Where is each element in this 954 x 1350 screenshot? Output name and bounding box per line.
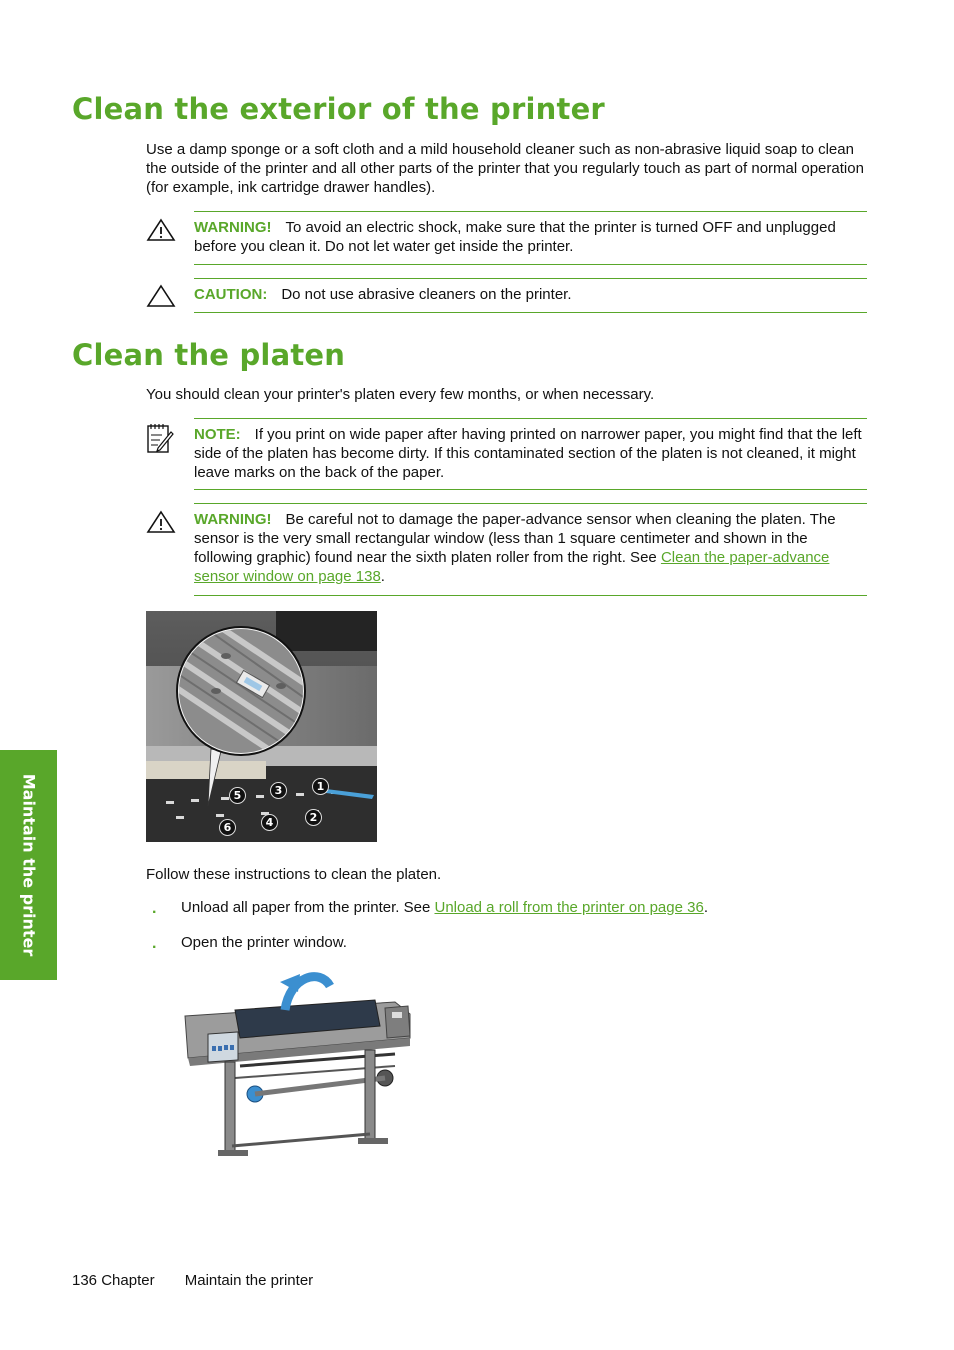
warning-text: To avoid an electric shock, make sure that the printer is turned OFF and unplugged before you clean it. Do not let water get inside the printer. [194,219,836,255]
step-bullet: . [152,900,157,917]
step-bullet: . [152,935,157,952]
platen-intro: You should clean your printer's platen every few months, or when necessary. [146,386,655,403]
warning-admonition-sensor: WARNING! Be careful not to damage the paper-advance sensor when cleaning the platen. The sensor is the very small rectangular window (less than 1 square centimeter and shown in the following graphic) found near the sixth platen roller from the right. See Clean the paper-advance sensor window on page 138. [194,503,867,596]
warning-admonition-electric [194,211,867,265]
warning-text: Be careful not to damage the paper-advance sensor when cleaning the platen. The sensor is the very small rectangular window (less than 1 square centimeter and shown in the following graphic) found near the sixth platen roller from the right. See [194,511,836,566]
link-clean-sensor-window[interactable]: Clean the paper-advance sensor window on page 138 [194,549,830,585]
callout-3: 3 [270,782,287,799]
follow-instructions: Follow these instructions to clean the platen. [146,866,442,883]
note-text: If you print on wide paper after having printed on narrower paper, you might find that the left side of the platen has become dirty. If this contaminated section of the platen is not cleaned, it might leave marks on the back of the paper. [194,426,862,481]
step-1: Unload all paper from the printer. See Unload a roll from the printer on page 36. [181,899,708,916]
caution-admonition [194,278,867,313]
caution-text: Do not use abrasive cleaners on the printer. [281,286,572,303]
side-tab [0,750,57,980]
note-icon [146,422,174,459]
section-title-platen: Clean the platen [72,338,346,372]
side-tab-label: Maintain the printer [19,773,38,957]
note-label: NOTE: [194,426,241,443]
caution-icon [146,284,176,313]
step-2: Open the printer window. [181,934,347,951]
warning-label: WARNING! [194,511,272,528]
warning-icon [146,218,176,247]
callout-6: 6 [219,819,236,836]
note-admonition [194,418,867,490]
page-footer [72,1272,313,1289]
section-title-exterior: Clean the exterior of the printer [72,92,605,126]
callout-1: 1 [312,778,329,795]
callout-4: 4 [261,814,278,831]
platen-photo [146,611,377,842]
footer-chapter: Chapter [101,1272,155,1289]
link-unload-roll[interactable]: Unload a roll from the printer on page 36 [434,899,704,916]
printer-illustration [180,966,416,1162]
exterior-intro: Use a damp sponge or a soft cloth and a mild household cleaner such as non-abrasive liquid soap to clean the outside of the printer and all other parts of the printer that you regularly touch as part of normal operation (for example, ink cartridge drawer handles). [146,141,864,196]
caution-label: CAUTION: [194,286,268,303]
page-number: 136 [72,1272,98,1289]
warning-label: WARNING! [194,219,272,236]
warning-icon [146,510,176,539]
callout-5: 5 [229,787,246,804]
footer-section: Maintain the printer [184,1272,314,1289]
callout-2: 2 [305,809,322,826]
